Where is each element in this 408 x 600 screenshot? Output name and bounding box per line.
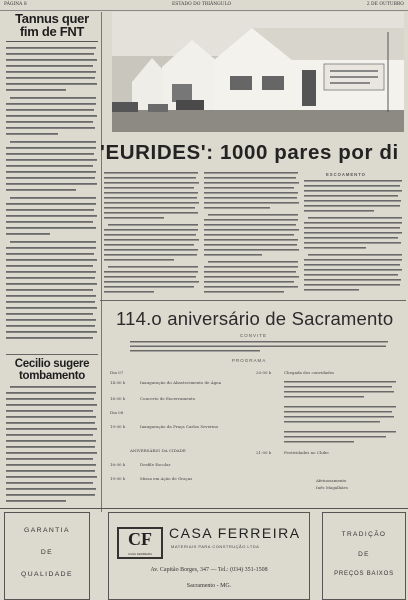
newspaper-name: ESTADO DO TRIÂNGULO	[172, 2, 232, 7]
ad-right-line2: DE	[358, 551, 370, 558]
cecilio-title-line2: tombamento	[18, 370, 85, 382]
divider	[0, 508, 408, 509]
logo-letters: CF	[128, 529, 152, 549]
event-description: Concerto de Encerramento	[140, 396, 196, 401]
divider	[100, 300, 406, 301]
article-column-1	[104, 170, 200, 298]
event-time: 14:00 h	[110, 380, 126, 385]
event-description: Desfile Escolar	[140, 462, 171, 467]
factory-photo	[112, 12, 404, 132]
side-heading: ESCOAMENTO	[326, 172, 366, 177]
section-label: ANIVERSÁRIO DA CIDADE	[130, 448, 186, 453]
logo-subtext: CASA FERREIRA	[127, 552, 152, 556]
page-number: PÁGINA 8	[4, 2, 27, 7]
event-description: Festividades no Clube	[284, 450, 329, 455]
cecilio-article	[6, 354, 98, 514]
event-description: Inauguração do Abastecimento de Água	[140, 380, 222, 385]
ad-right	[322, 512, 406, 600]
signature-name: Inês Magalhães	[316, 485, 348, 490]
main-headline: 'EURIDES': 1000 pares por di	[100, 141, 399, 164]
event-time: 20:00 h	[256, 370, 272, 375]
ad-left-line1: GARANTIA	[24, 527, 70, 534]
page-header	[0, 0, 408, 11]
ad-right-line1: TRADIÇÃO	[341, 531, 387, 538]
brand-name: CASA FERREIRA	[169, 525, 301, 541]
event-day-label: Dia 07	[110, 370, 124, 375]
programa-label: PROGRAMA	[232, 358, 267, 363]
article-column-2	[204, 170, 300, 298]
anniversary-title: 114.o aniversário de Sacramento	[116, 308, 394, 329]
ad-left	[4, 512, 90, 600]
divider	[6, 354, 98, 355]
event-description: Inauguração da Praça Carlos Severino	[140, 424, 219, 429]
event-time: 21:00 h	[256, 450, 272, 455]
brand-address: Av. Capitão Borges, 347 — Tel.: (034) 351-1508	[150, 567, 268, 573]
event-description: Missa em Ação de Graças	[140, 476, 193, 481]
event-day-label: Dia 08	[110, 410, 124, 415]
issue-date: 2 DE OUTUBRO	[366, 2, 404, 7]
convite-text	[130, 340, 390, 354]
event-description: Chegada dos convidados	[284, 370, 335, 375]
signature-label: Afetuosamente	[316, 478, 347, 483]
ad-casa-ferreira	[108, 512, 310, 600]
casa-ferreira-logo	[117, 527, 163, 559]
event-time: 16:00 h	[110, 462, 126, 467]
left-article-body	[6, 45, 98, 345]
ad-left-line3: QUALIDADE	[21, 571, 73, 578]
brand-city: Sacramento - MG.	[186, 583, 232, 589]
brand-tagline: MATERIAIS PARA CONSTRUÇÃO LTDA	[171, 544, 260, 549]
convite-label: CONVITE	[240, 333, 268, 338]
ad-left-line2: DE	[40, 549, 54, 556]
anniversary-notice	[100, 300, 406, 506]
event-time: 16:00 h	[110, 396, 126, 401]
event-time: 19:00 h	[110, 424, 126, 429]
article-column-3	[304, 170, 404, 298]
left-article-title-line1: Tannus quer	[15, 11, 89, 26]
left-article	[6, 12, 98, 349]
factory-photo-image	[112, 12, 404, 132]
ad-right-line3: PREÇOS BAIXOS	[334, 571, 394, 577]
event-time: 19:00 h	[110, 476, 126, 481]
cecilio-title-line1: Cecilio sugere	[14, 358, 90, 370]
cecilio-article-body	[6, 384, 98, 510]
divider	[6, 41, 98, 42]
left-article-title-line2: fim de FNT	[19, 24, 85, 39]
